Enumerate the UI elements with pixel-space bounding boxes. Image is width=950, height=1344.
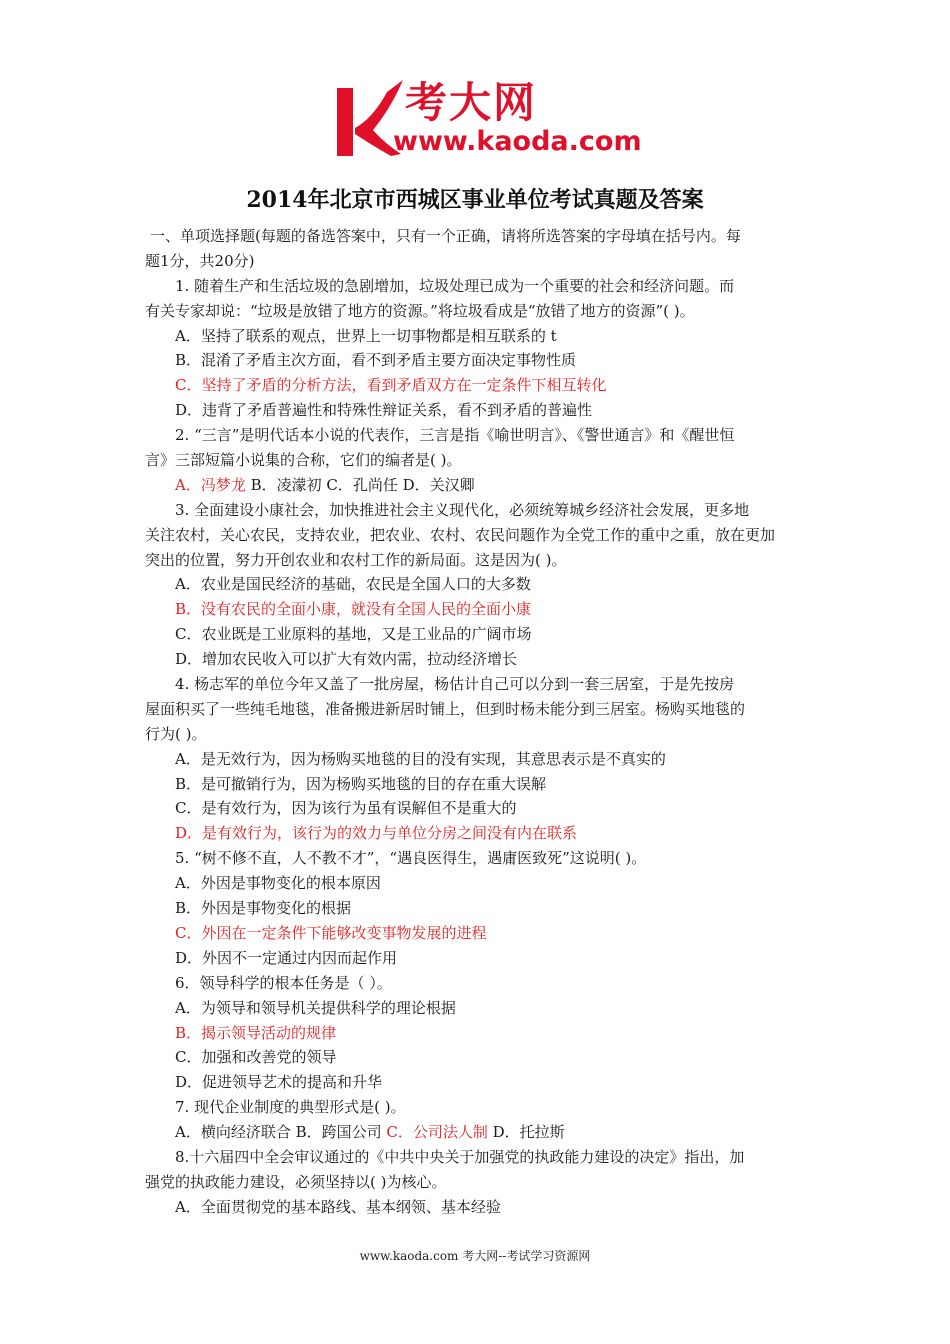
text-segment: B．凌濛初 C．孔尚任 D．关汉卿: [245, 475, 475, 494]
text-line: [145, 523, 810, 548]
logo-chinese-name: 考大网: [405, 78, 538, 127]
text-segment: 行为( )。: [145, 724, 207, 743]
text-segment: 7. 现代企业制度的典型形式是( )。: [175, 1098, 406, 1117]
text-line: [145, 348, 810, 373]
text-line: [145, 224, 810, 249]
text-line: [145, 473, 810, 498]
document-body: [145, 224, 810, 1220]
text-line: [145, 498, 810, 523]
text-line: [145, 249, 810, 274]
text-segment: B．外因是事物变化的根据: [175, 899, 352, 918]
text-segment: D．促进领导艺术的提高和升华: [175, 1073, 383, 1092]
text-line: [145, 772, 810, 797]
text-line: [145, 672, 810, 697]
text-segment: 8.十六届四中全会审议通过的《中共中央关于加强党的执政能力建设的决定》指出，加: [175, 1147, 745, 1166]
text-segment: 强党的执政能力建设，必须坚持以( )为核心。: [145, 1172, 447, 1191]
text-line: [145, 572, 810, 597]
text-segment: A．为领导和领导机关提供科学的理论根据: [175, 998, 456, 1017]
text-segment: 1. 随着生产和生活垃圾的急剧增加，垃圾处理已成为一个重要的社会和经济问题。而: [175, 276, 735, 295]
answer-highlight: A．冯梦龙: [175, 475, 246, 494]
text-line: [145, 921, 810, 946]
text-segment: A．横向经济联合 B．跨国公司: [175, 1123, 387, 1142]
text-line: [145, 896, 810, 921]
text-line: [145, 274, 810, 299]
text-line: [145, 1120, 810, 1145]
text-line: [145, 398, 810, 423]
text-line: [145, 971, 810, 996]
text-segment: C．农业既是工业原料的基地，又是工业品的广阔市场: [175, 625, 532, 644]
text-segment: A．是无效行为，因为杨购买地毯的目的没有实现，其意思表示是不真实的: [175, 749, 666, 768]
text-segment: 题1分，共20分): [145, 251, 255, 270]
text-line: [145, 1195, 810, 1220]
text-line: [145, 423, 810, 448]
text-segment: A．坚持了联系的观点，世界上一切事物都是相互联系的 t: [175, 326, 557, 345]
text-line: [145, 697, 810, 722]
answer-highlight: D．是有效行为，该行为的效力与单位分房之间没有内在联系: [175, 824, 578, 843]
answer-highlight: C．外因在一定条件下能够改变事物发展的进程: [175, 923, 487, 942]
answer-highlight: B．没有农民的全面小康，就没有全国人民的全面小康: [175, 600, 532, 619]
text-line: [145, 946, 810, 971]
text-line: [145, 1095, 810, 1120]
text-segment: 关注农村，关心农民，支持农业，把农业、农村、农民问题作为全党工作的重中之重，放在更加: [145, 525, 776, 544]
text-segment: 突出的位置，努力开创农业和农村工作的新局面。这是因为( )。: [145, 550, 567, 569]
kaoda-logo: [333, 78, 653, 160]
text-line: [145, 548, 810, 573]
text-line: [145, 722, 810, 747]
text-segment: C．是有效行为，因为该行为虽有误解但不是重大的: [175, 799, 517, 818]
text-segment: D．增加农民收入可以扩大有效内需，拉动经济增长: [175, 650, 518, 669]
text-line: [145, 821, 810, 846]
answer-highlight: C．公司法人制: [386, 1123, 488, 1142]
text-line: [145, 299, 810, 324]
text-segment: D．外因不一定通过内因而起作用: [175, 948, 398, 967]
text-line: [145, 1045, 810, 1070]
text-line: [145, 1021, 810, 1046]
text-segment: 4. 杨志军的单位今年又盖了一批房屋，杨估计自己可以分到一套三居室，于是先按房: [175, 675, 735, 694]
text-line: [145, 1070, 810, 1095]
text-line: [145, 448, 810, 473]
text-segment: D．违背了矛盾普遍性和特殊性辩证关系，看不到矛盾的普遍性: [175, 401, 593, 420]
text-segment: 屋面积买了一些纯毛地毯，准备搬进新居时铺上，但到时杨未能分到三居室。杨购买地毯的: [145, 699, 746, 718]
text-segment: D．托拉斯: [487, 1123, 565, 1142]
text-line: [145, 747, 810, 772]
logo-url: www.kaoda.com: [393, 126, 642, 157]
text-line: [145, 846, 810, 871]
answer-highlight: B．揭示领导活动的规律: [175, 1023, 337, 1042]
text-segment: C．加强和改善党的领导: [175, 1048, 337, 1067]
text-segment: 有关专家却说：“垃圾是放错了地方的资源。”将垃圾看成是“放错了地方的资源”( )。: [145, 301, 695, 320]
text-line: [145, 996, 810, 1021]
text-segment: A．全面贯彻党的基本路线、基本纲领、基本经验: [175, 1197, 501, 1216]
text-line: [145, 1145, 810, 1170]
text-segment: B．混淆了矛盾主次方面，看不到矛盾主要方面决定事物性质: [175, 351, 577, 370]
page-footer: www.kaoda.com 考大网--考试学习资源网: [359, 1249, 591, 1263]
text-line: [145, 622, 810, 647]
text-segment: 3. 全面建设小康社会，加快推进社会主义现代化，必须统筹城乡经济社会发展，更多地: [175, 500, 750, 519]
text-line: [145, 647, 810, 672]
page-title: 2014年北京市西城区事业单位考试真题及答案: [246, 187, 704, 213]
text-line: [145, 597, 810, 622]
text-segment: B．是可撤销行为，因为杨购买地毯的目的存在重大误解: [175, 774, 547, 793]
text-segment: 一、单项选择题(每题的备选答案中，只有一个正确，请将所选答案的字母填在括号内。每: [150, 227, 741, 245]
text-segment: 5. “树不修不直，人不教不才”，“遇良医得生，遇庸医致死”这说明( )。: [175, 849, 647, 868]
text-segment: 言》三部短篇小说集的合称，它们的编者是( )。: [145, 451, 462, 470]
answer-highlight: C．坚持了矛盾的分析方法，看到矛盾双方在一定条件下相互转化: [175, 376, 607, 395]
text-line: [145, 796, 810, 821]
text-segment: A．农业是国民经济的基础，农民是全国人口的大多数: [175, 575, 531, 594]
text-line: [145, 871, 810, 896]
text-segment: 2. “三言”是明代话本小说的代表作，三言是指《喻世明言》、《警世通言》和《醒世恒: [175, 426, 735, 445]
text-line: [145, 324, 810, 349]
text-segment: A．外因是事物变化的根本原因: [175, 874, 381, 893]
text-line: [145, 1170, 810, 1195]
text-line: [145, 373, 810, 398]
text-segment: 6．领导科学的根本任务是（ ）。: [175, 973, 392, 992]
